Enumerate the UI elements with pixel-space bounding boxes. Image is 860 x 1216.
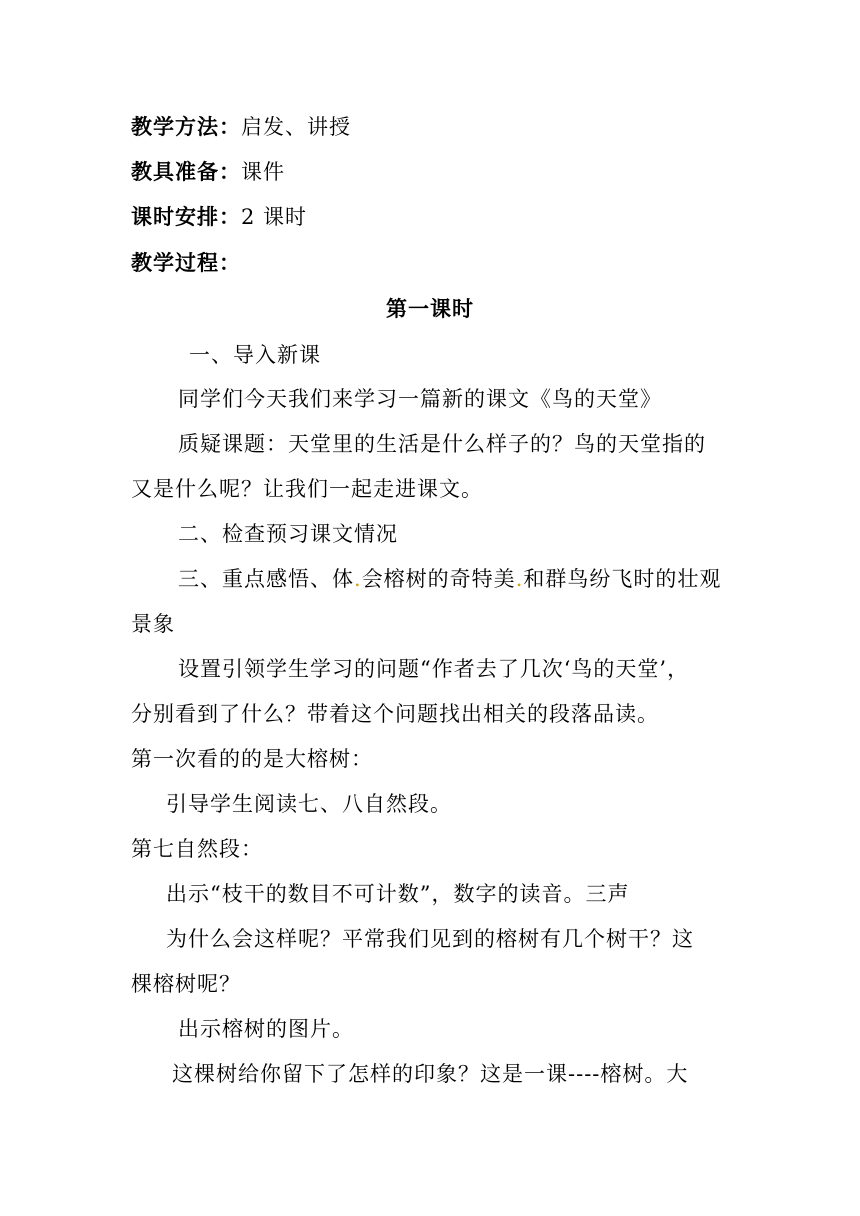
paragraph-preview-heading: 二、检查预习课文情况 xyxy=(178,522,398,546)
class-schedule-line xyxy=(131,202,307,232)
paragraph-show-picture: 出示榕树的图片。 xyxy=(178,1017,354,1041)
paragraph-guide-line-2: 分别看到了什么？带着这个问题找出相关的段落品读。 xyxy=(131,702,659,726)
teaching-method-value: 启发、讲授 xyxy=(241,115,351,139)
paragraph-intro-heading: 一、导入新课 xyxy=(189,343,321,367)
paragraph-why-line-2: 棵榕树呢？ xyxy=(131,972,241,996)
paragraph-focus-line-1 xyxy=(178,564,721,594)
paragraph-seventh-heading: 第七自然段： xyxy=(131,837,263,861)
paragraph-question-line-2: 又是什么呢？让我们一起走进课文。 xyxy=(131,477,483,501)
teaching-process-label: 教学过程： xyxy=(131,250,241,275)
paragraph-focus-line-2: 景象 xyxy=(131,612,175,636)
mark-dot-2: . xyxy=(515,567,524,591)
teaching-method-label: 教学方法： xyxy=(131,114,241,139)
focus-text-part-3: 和群鸟纷飞时的壮观 xyxy=(523,567,722,591)
teaching-process-line xyxy=(131,248,241,278)
teaching-tools-value: 课件 xyxy=(241,160,285,184)
class-schedule-label: 课时安排： xyxy=(131,204,241,229)
paragraph-show-branches: 出示“枝干的数目不可计数”，数字的读音。三声 xyxy=(166,882,630,906)
teaching-tools-line xyxy=(131,157,285,187)
paragraph-impression: 这棵树给你留下了怎样的印象？这是一课----榕树。大 xyxy=(172,1062,689,1086)
paragraph-read-guide: 引导学生阅读七、八自然段。 xyxy=(166,792,452,816)
paragraph-intro-text: 同学们今天我们来学习一篇新的课文《鸟的天堂》 xyxy=(178,387,662,411)
mark-dot-1: . xyxy=(354,567,362,591)
paragraph-first-visit: 第一次看的的是大榕树： xyxy=(131,747,373,771)
teaching-method-line xyxy=(131,112,351,142)
focus-text-part-1: 三、重点感悟、体 xyxy=(178,567,354,591)
paragraph-why-line-1: 为什么会这样呢？平常我们见到的榕树有几个树干？这 xyxy=(166,927,694,951)
section-title: 第一课时 xyxy=(386,296,474,321)
paragraph-guide-line-1: 设置引领学生学习的问题“作者去了几次‘鸟的天堂’， xyxy=(178,657,690,681)
focus-text-part-2: 会榕树的奇特美 xyxy=(361,567,516,591)
class-schedule-value: 2 课时 xyxy=(241,205,308,229)
teaching-tools-label: 教具准备： xyxy=(131,159,241,184)
paragraph-question-line-1: 质疑课题：天堂里的生活是什么样子的？鸟的天堂指的 xyxy=(178,432,706,456)
